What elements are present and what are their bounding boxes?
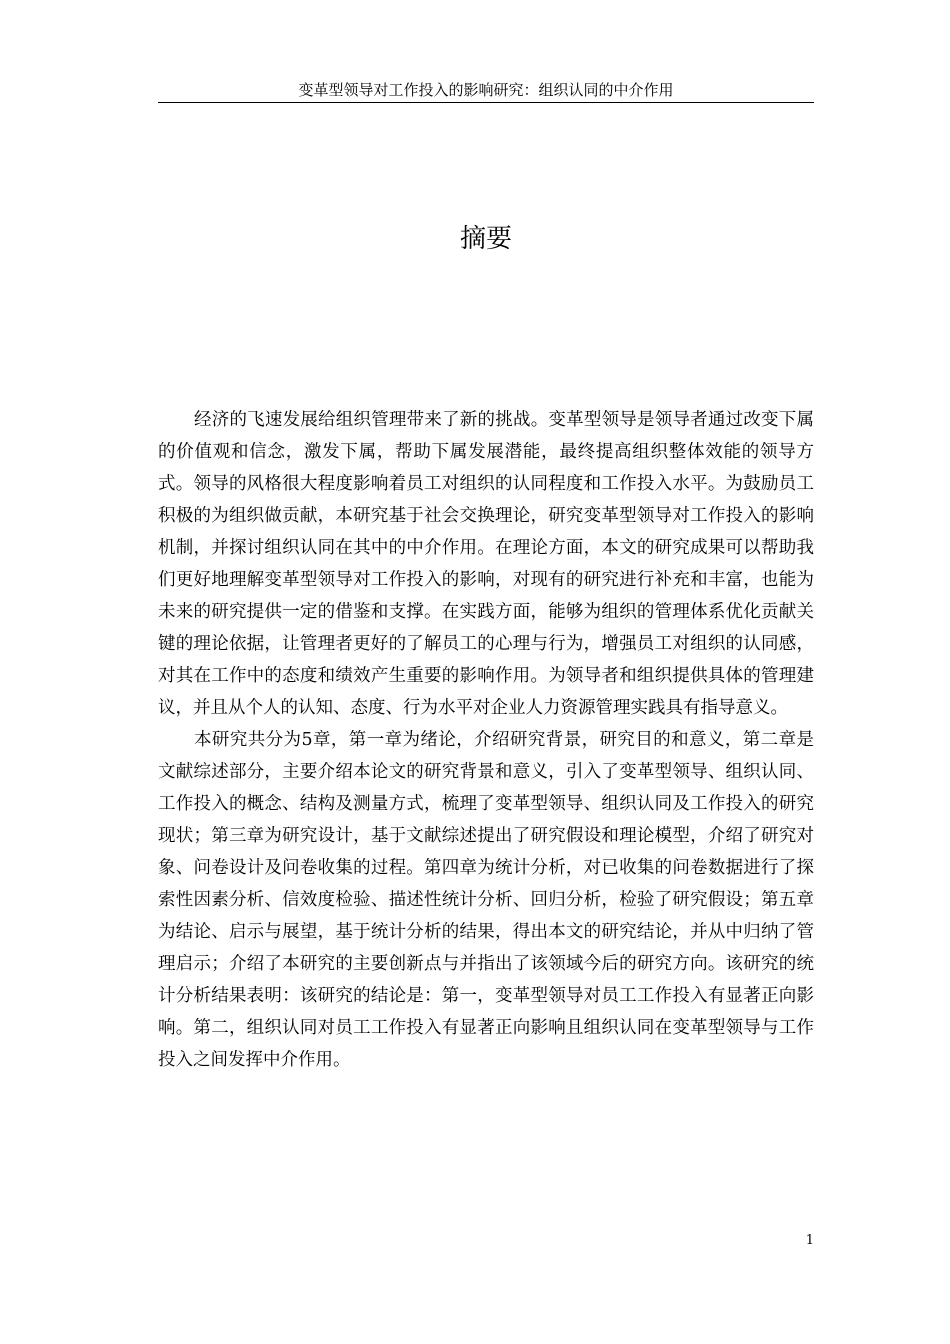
header-rule [158,102,814,103]
abstract-body [158,404,814,1076]
page-title: 摘要 [459,224,512,255]
page-number: 1 [805,1233,814,1248]
running-header: 变革型领导对工作投入的影响研究：组织认同的中介作用 [298,81,674,99]
abstract-paragraph-2: 本研究共分为5章，第一章为绪论，介绍研究背景，研究目的和意义，第二章是文献综述部分，主要介绍本论文的研究背景和意义，引入了变革型领导、组织认同、工作投入的概念、结构及测量方式，梳理了变革型领导、组织认同及工作投入的研究现状；第三章为研究设计，基于文献综述提出了研究假设和理论模型，介绍了研究对象、问卷设计及问卷收集的过程。第四章为统计分析，对已收集的问卷数据进行了探索性因素分析、信效度检验、描述性统计分析、回归分析，检验了研究假设；第五章为结论、启示与展望，基于统计分析的结果，得出本文的研究结论，并从中归纳了管理启示；介绍了本研究的主要创新点与并指出了该领域今后的研究方向。该研究的统计分析结果表明：该研究的结论是：第一，变革型领导对员工工作投入有显著正向影响。第二，组织认同对员工工作投入有显著正向影响且组织认同在变革型领导与工作投入之间发挥中介作用。 [158,730,814,1070]
abstract-paragraph-1: 经济的飞速发展给组织管理带来了新的挑战。变革型领导是领导者通过改变下属的价值观和信念，激发下属，帮助下属发展潜能，最终提高组织整体效能的领导方式。领导的风格很大程度影响着员工对组织的认同程度和工作投入水平。为鼓励员工积极的为组织做贡献，本研究基于社会交换理论，研究变革型领导对工作投入的影响机制，并探讨组织认同在其中的中介作用。在理论方面，本文的研究成果可以帮助我们更好地理解变革型领导对工作投入的影响，对现有的研究进行补充和丰富，也能为未来的研究提供一定的借鉴和支撑。在实践方面，能够为组织的管理体系优化贡献关键的理论依据，让管理者更好的了解员工的心理与行为，增强员工对组织的认同感，对其在工作中的态度和绩效产生重要的影响作用。为领导者和组织提供具体的管理建议，并且从个人的认知、态度、行为水平对企业人力资源管理实践具有指导意义。 [158,410,814,718]
